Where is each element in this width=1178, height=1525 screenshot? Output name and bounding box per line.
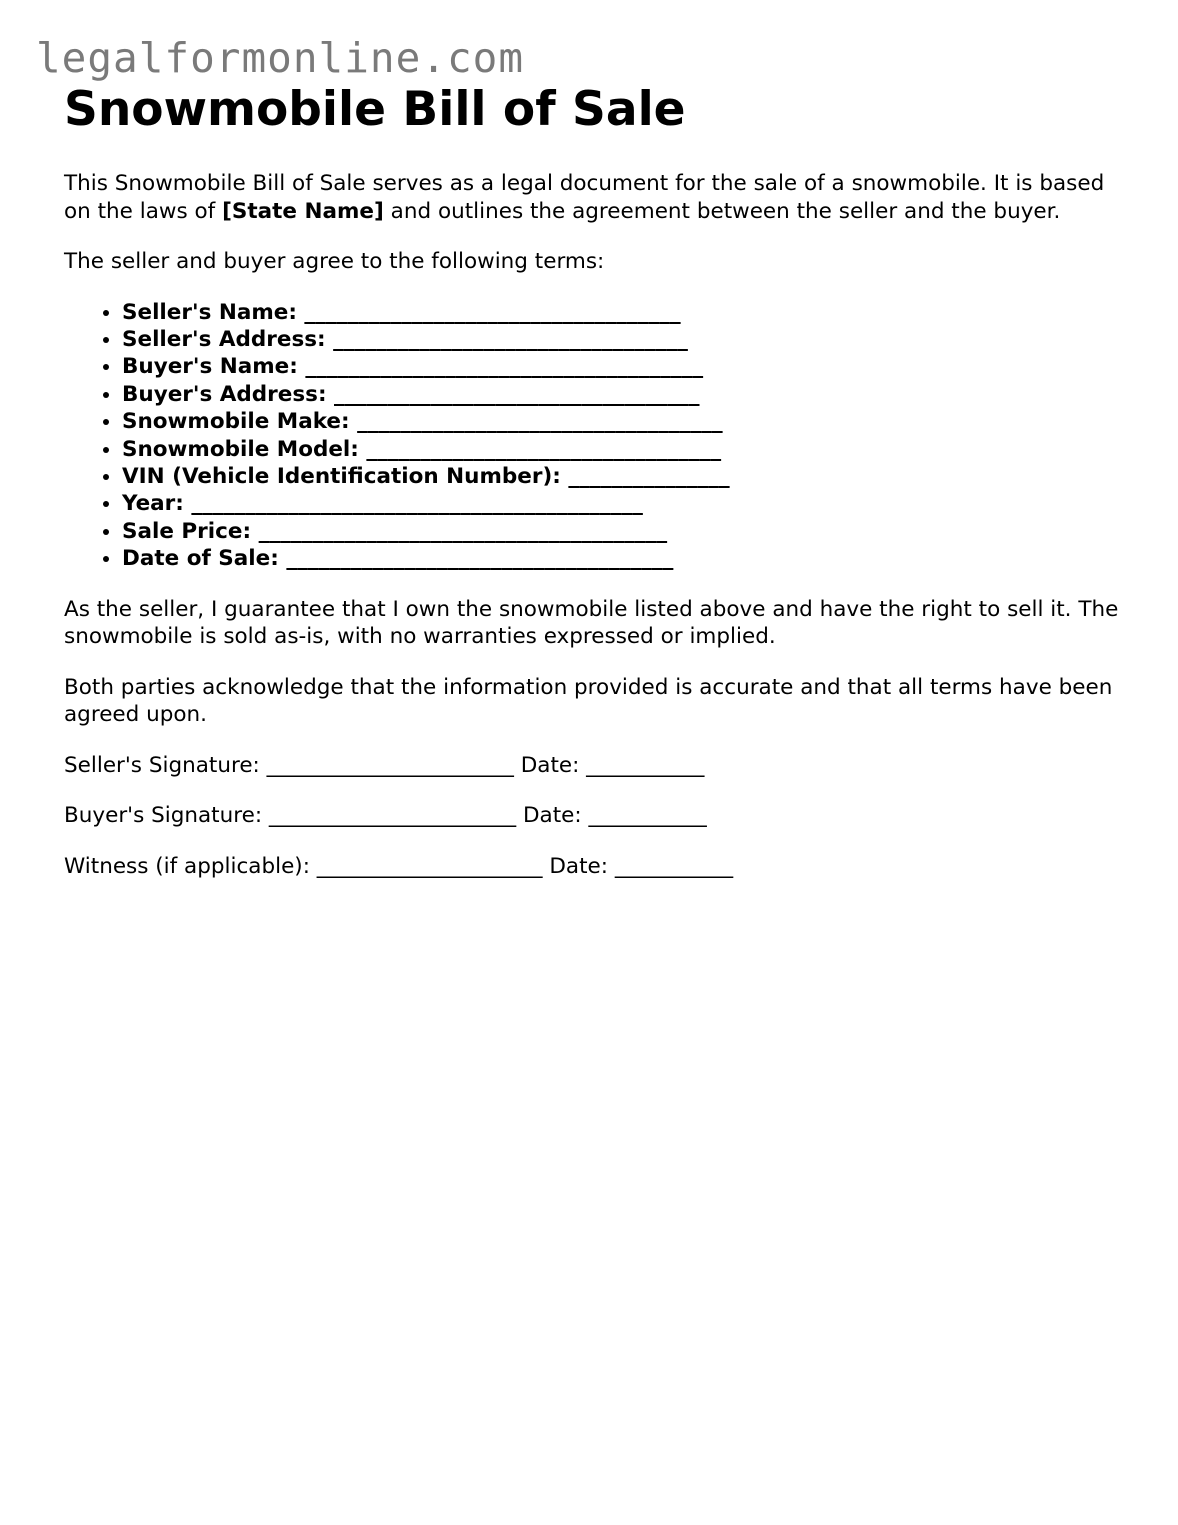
- term-date-of-sale: • Date of Sale: ____________________________________: [122, 545, 1124, 572]
- intro-text-end: and outlines the agreement between the seller and the buyer.: [383, 198, 1061, 224]
- buyer-signature-line: Buyer's Signature: _______________________ Date: ___________: [64, 803, 707, 829]
- terms-list: [64, 299, 1124, 573]
- guarantee-paragraph: As the seller, I guarantee that I own the snowmobile listed above and have the right to sell it. The snowmobile is sold as-is, with no warranties expressed or implied.: [64, 596, 1119, 650]
- seller-signature-line: Seller's Signature: _______________________ Date: ___________: [64, 752, 705, 778]
- intro-paragraph: [64, 170, 1124, 225]
- agree-paragraph: The seller and buyer agree to the following terms:: [64, 249, 605, 274]
- acknowledge-paragraph: Both parties acknowledge that the information provided is accurate and that all terms have been agreed upon.: [64, 674, 1113, 728]
- term-buyer-address: • Buyer's Address: __________________________________: [122, 381, 1124, 408]
- intro-text-start: This Snowmobile Bill of Sale serves as a legal document for the sale of a snowmobile. It is based on the laws of: [64, 171, 1105, 224]
- term-seller-address: • Seller's Address: _________________________________: [122, 326, 1124, 353]
- term-year: • Year: __________________________________________: [122, 490, 1124, 517]
- state-name-placeholder: [State Name]: [222, 198, 384, 224]
- term-snowmobile-make: • Snowmobile Make: __________________________________: [122, 408, 1124, 435]
- witness-signature-line: Witness (if applicable): _____________________ Date: ___________: [64, 853, 734, 879]
- term-vin: • VIN (Vehicle Identification Number): _______________: [122, 463, 1124, 490]
- term-buyer-name: • Buyer's Name: _____________________________________: [122, 353, 1124, 380]
- term-snowmobile-model: • Snowmobile Model: _________________________________: [122, 436, 1124, 463]
- document-body: [64, 170, 1124, 903]
- watermark: legalformonline.com: [36, 34, 524, 82]
- term-sale-price: • Sale Price: ______________________________________: [122, 518, 1124, 545]
- term-seller-name: • Seller's Name: ___________________________________: [122, 299, 1124, 326]
- page-title: Snowmobile Bill of Sale: [64, 82, 686, 137]
